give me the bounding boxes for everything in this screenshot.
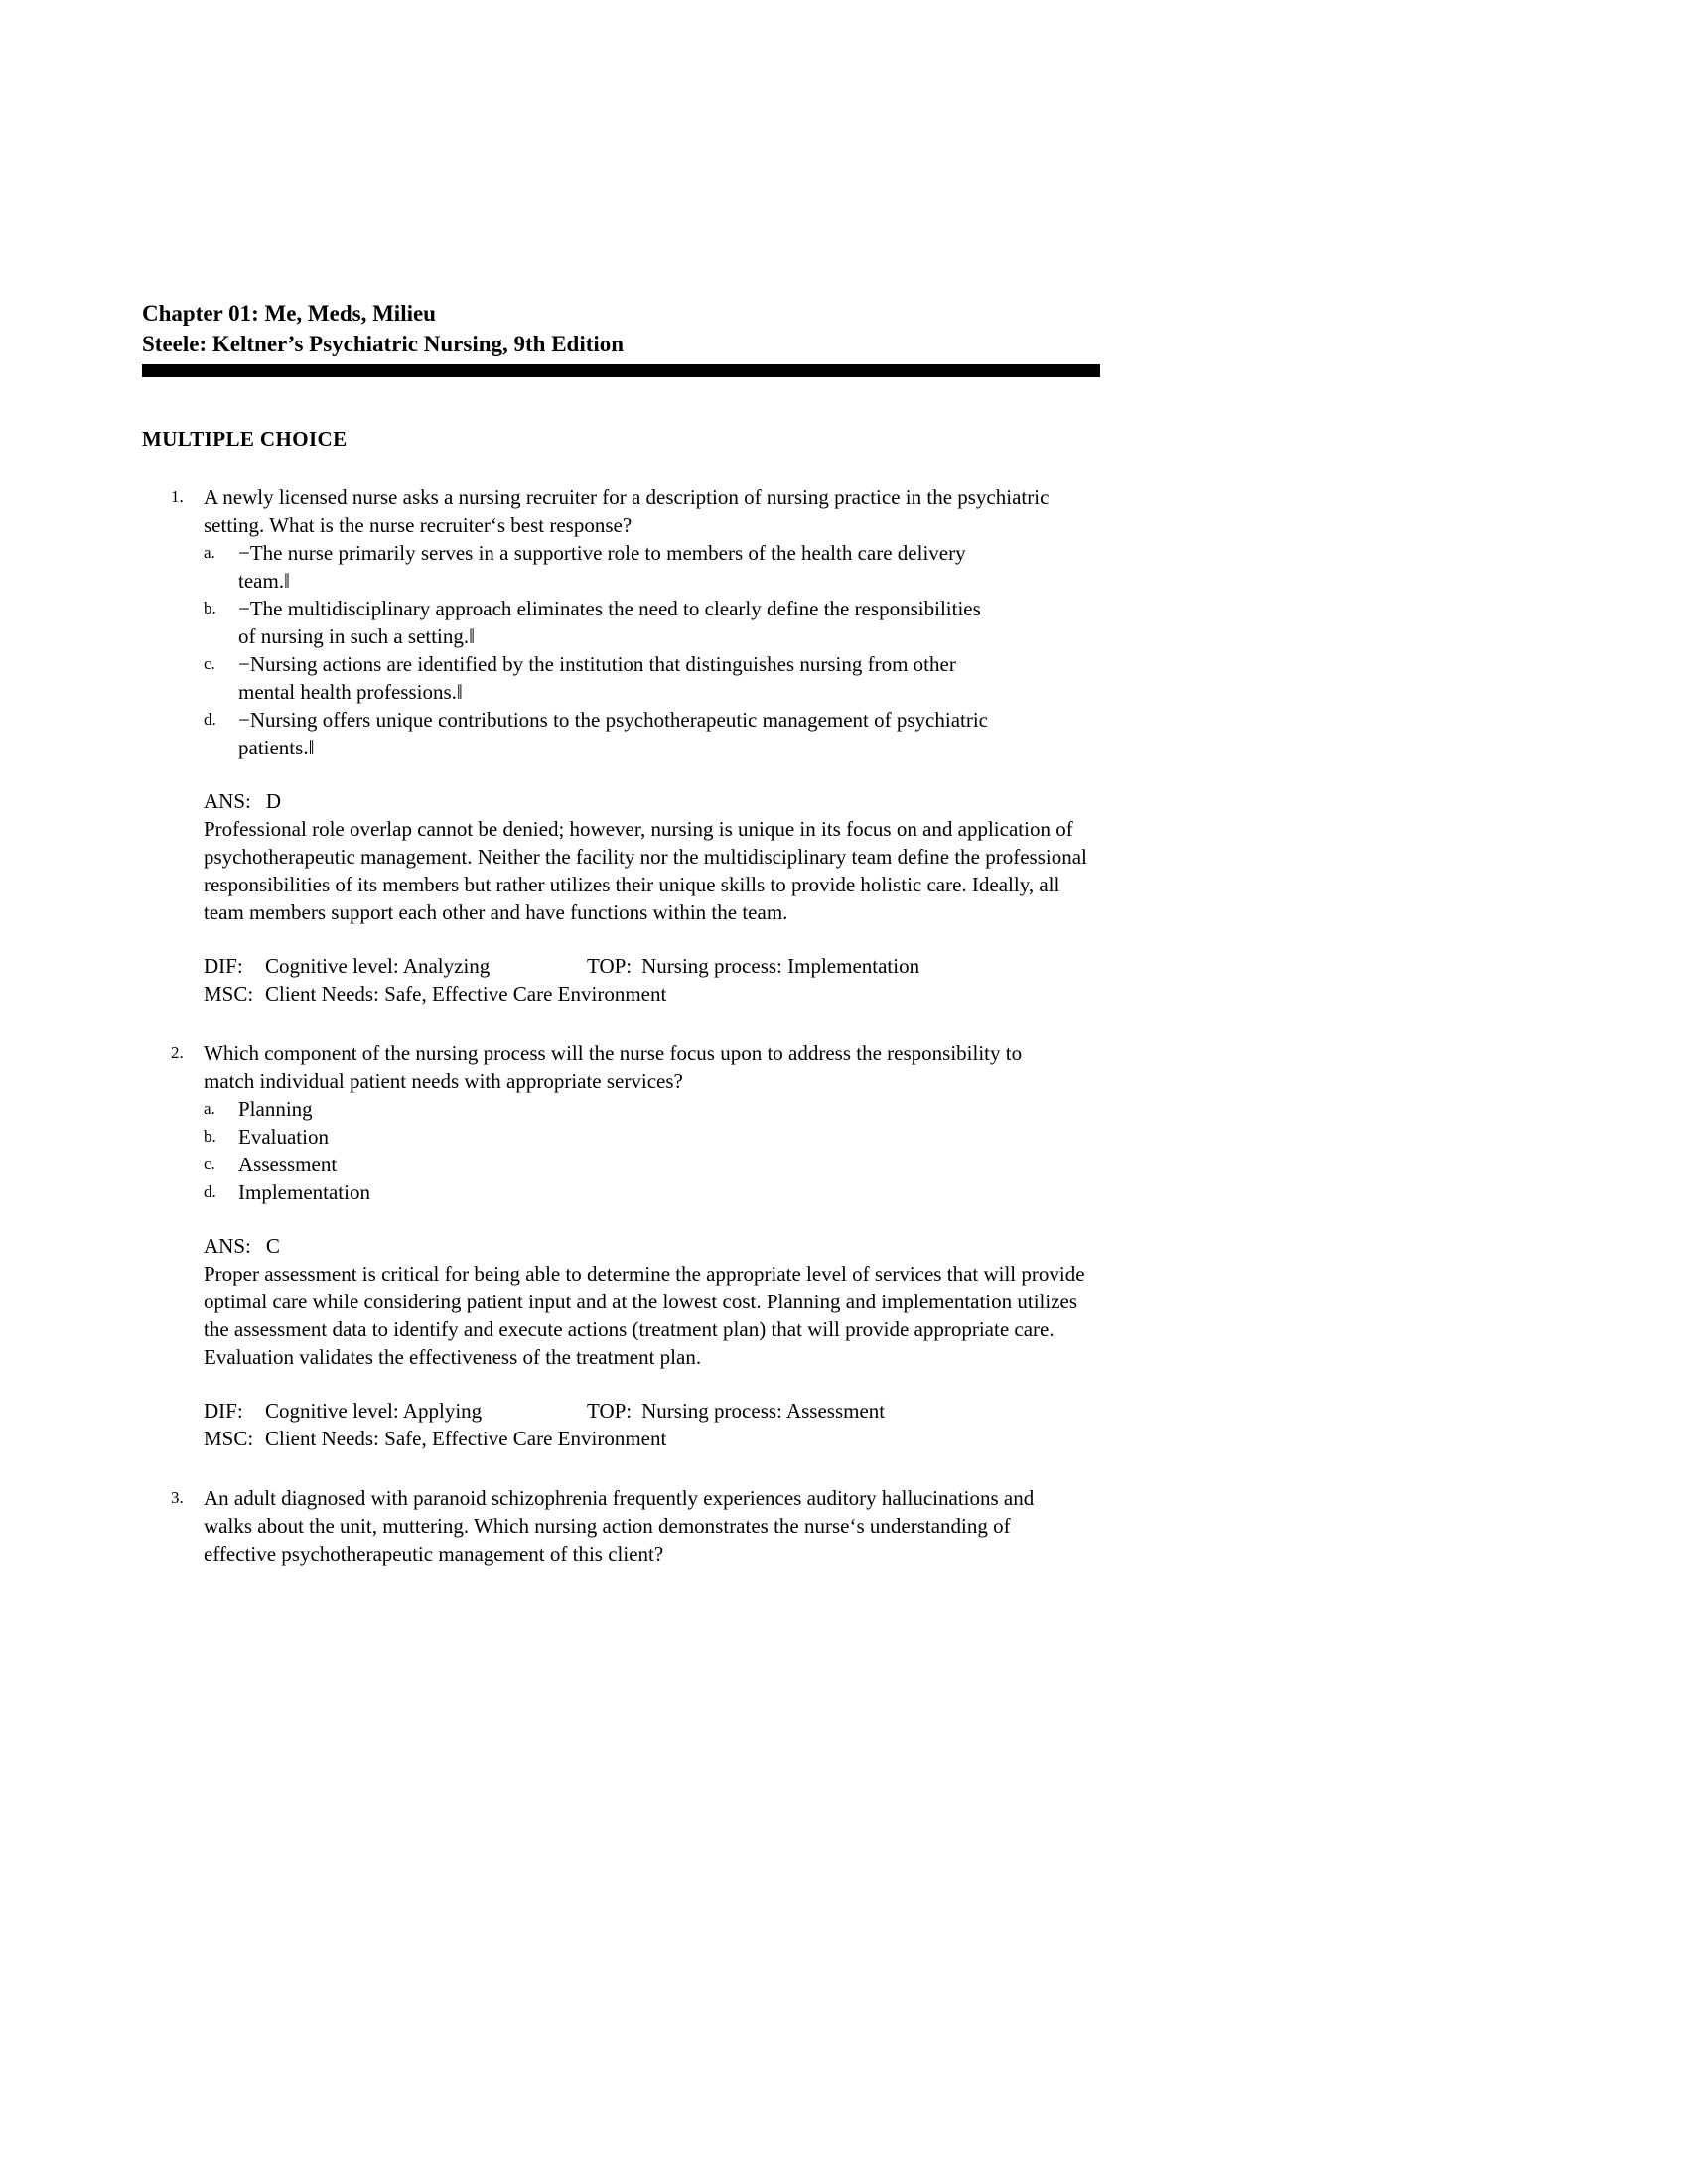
answer-line: [204, 787, 1102, 815]
option-c: [204, 650, 1122, 706]
options-list: [204, 1095, 1122, 1206]
option-text: Evaluation: [238, 1125, 329, 1149]
answer-line: [204, 1232, 1102, 1260]
option-letter: c.: [204, 654, 215, 673]
msc-label: MSC:: [204, 1427, 254, 1450]
msc-label: MSC:: [204, 982, 254, 1006]
question-3: [142, 1484, 1122, 1568]
answer-block: [204, 787, 1102, 926]
option-d: [204, 706, 1122, 761]
option-b: [204, 595, 1122, 650]
msc-text: Client Needs: Safe, Effective Care Environment: [265, 1427, 667, 1450]
msc-row: [204, 980, 1122, 1008]
document-header: [142, 298, 1122, 377]
answer-block: [204, 1232, 1102, 1371]
option-b: [204, 1123, 1122, 1151]
top-text: Nursing process: Implementation: [641, 954, 920, 978]
question-1: [142, 483, 1122, 1008]
section-heading: MULTIPLE CHOICE: [142, 427, 348, 451]
rationale-text: Professional role overlap cannot be denied; however, nursing is unique in its focus on and application of psychotherapeutic management. Neither the facility nor the multidisciplinary team define the professional responsibilities of its members but rather utilizes their unique skills to provide holistic care. Ideally, all team members support each other and have functions within the team.: [204, 817, 1087, 924]
option-text: −The multidisciplinary approach eliminates the need to clearly define the responsibilities of nursing in such a setting.‖: [238, 597, 981, 648]
dif-text: Cognitive level: Analyzing: [265, 954, 491, 978]
option-letter: d.: [204, 710, 216, 729]
dif-top-row: [204, 1397, 1122, 1425]
option-text: Implementation: [238, 1180, 370, 1204]
question-meta: [204, 952, 1122, 1008]
page-content: [0, 0, 1122, 1568]
option-letter: d.: [204, 1182, 216, 1201]
question-stem: An adult diagnosed with paranoid schizophrenia frequently experiences auditory hallucinations and walks about the unit, muttering. Which nursing action demonstrates the nurse‘s understanding of effective psychotherapeutic management of this client?: [204, 1486, 1035, 1566]
question-stem: A newly licensed nurse asks a nursing recruiter for a description of nursing practice in the psychiatric setting. What is the nurse recruiter‘s best response?: [204, 485, 1050, 537]
dif-text: Cognitive level: Applying: [265, 1399, 483, 1423]
dif-label: DIF:: [204, 1399, 243, 1423]
option-letter: c.: [204, 1155, 215, 1173]
option-a: [204, 1095, 1122, 1123]
question-meta: [204, 1397, 1122, 1452]
header-rule: [142, 364, 1100, 377]
dif-label: DIF:: [204, 954, 243, 978]
option-d: [204, 1178, 1122, 1206]
question-2: [142, 1039, 1122, 1452]
option-text: Assessment: [238, 1153, 338, 1176]
answer-value: D: [265, 789, 282, 813]
msc-row: [204, 1425, 1122, 1452]
question-stem: Which component of the nursing process will the nurse focus upon to address the responsibility to match individual patient needs with appropriate services?: [204, 1041, 1023, 1093]
option-letter: a.: [204, 543, 215, 562]
option-letter: b.: [204, 599, 216, 617]
top-label: TOP:: [587, 954, 633, 978]
option-letter: b.: [204, 1127, 216, 1146]
top-label: TOP:: [587, 1399, 633, 1423]
options-list: [204, 539, 1122, 761]
chapter-title: Chapter 01: Me, Meds, Milieu: [142, 301, 436, 326]
book-title: Steele: Keltner’s Psychiatric Nursing, 9th Edition: [142, 332, 625, 356]
option-text: −Nursing offers unique contributions to the psychotherapeutic management of psychiatric patients.‖: [238, 708, 989, 759]
question-stem-row: [171, 1484, 1122, 1568]
option-text: −Nursing actions are identified by the institution that distinguishes nursing from other mental health professions.‖: [238, 652, 956, 704]
dif-top-row: [204, 952, 1122, 980]
answer-label: ANS:: [204, 1234, 251, 1258]
option-a: [204, 539, 1122, 595]
question-stem-row: [171, 1039, 1122, 1095]
option-c: [204, 1151, 1122, 1178]
option-letter: a.: [204, 1099, 215, 1118]
question-number: 3.: [171, 1488, 184, 1507]
question-number: 2.: [171, 1043, 184, 1062]
msc-text: Client Needs: Safe, Effective Care Environment: [265, 982, 667, 1006]
top-text: Nursing process: Assessment: [641, 1399, 886, 1423]
option-text: −The nurse primarily serves in a supportive role to members of the health care delivery team.‖: [238, 541, 966, 593]
option-text: Planning: [238, 1097, 313, 1121]
question-number: 1.: [171, 487, 184, 506]
question-stem-row: [171, 483, 1122, 539]
answer-value: C: [265, 1234, 280, 1258]
answer-label: ANS:: [204, 789, 251, 813]
rationale-text: Proper assessment is critical for being able to determine the appropriate level of services that will provide optimal care while considering patient input and at the lowest cost. Planning and implementation utilizes the assessment data to identify and execute actions (treatment plan) that will provide appropriate care. Evaluation validates the effectiveness of the treatment plan.: [204, 1262, 1085, 1369]
